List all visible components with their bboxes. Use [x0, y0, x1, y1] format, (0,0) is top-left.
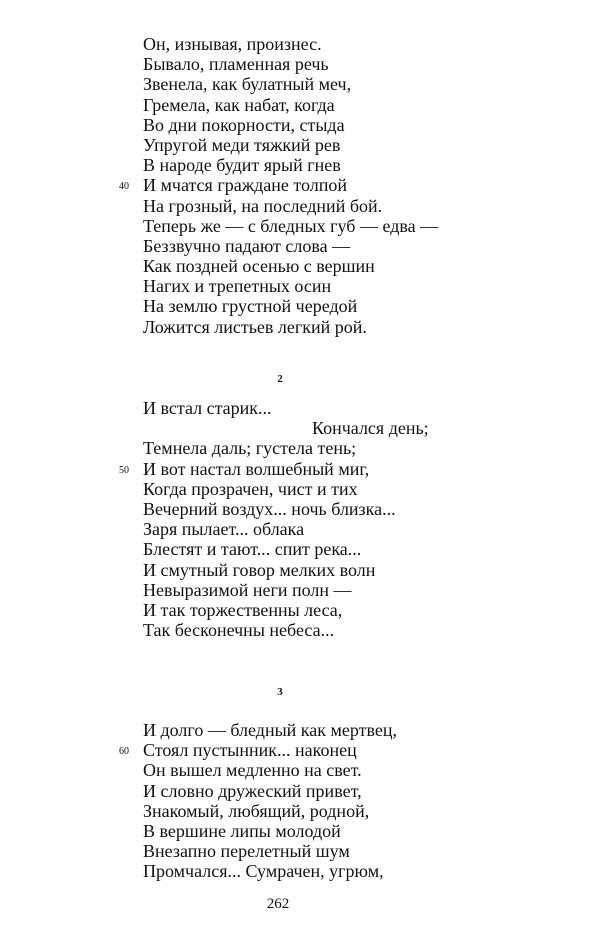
poem-line — [0, 861, 600, 881]
poem-line-text: Когда прозрачен, чист и тих — [143, 478, 358, 499]
poem-line-text: Внезапно перелетный шум — [143, 841, 350, 862]
poem-line — [0, 398, 600, 418]
poem-line-text: Так бесконечны небеса... — [143, 620, 335, 641]
poem-line — [0, 499, 600, 519]
poem-line — [0, 216, 600, 236]
poem-line — [0, 580, 600, 600]
poem-line — [0, 54, 600, 74]
poem-line — [0, 801, 600, 821]
poem-line — [0, 781, 600, 801]
poem-line-text: Блестят и тают... спит река... — [143, 539, 362, 560]
poem-line — [0, 276, 600, 296]
poem-line-text: Вечерний воздух... ночь близка... — [143, 498, 396, 519]
poem-line-text: Он вышел медленно на свет. — [143, 760, 362, 781]
poem-line-text: И словно дружеский привет, — [143, 780, 362, 801]
poem-line — [0, 34, 600, 54]
poem-line — [0, 135, 600, 155]
poem-line-text: Невыразимой неги полн — — [143, 579, 352, 600]
poem-line — [0, 841, 600, 861]
section-number-2: 2 — [277, 373, 283, 385]
poem-line — [0, 539, 600, 559]
poem-line-text: И так торжественны леса, — [143, 599, 343, 620]
poem-line — [0, 74, 600, 94]
poem-line — [0, 519, 600, 539]
poem-line — [0, 296, 600, 316]
poem-line-text: На грозный, на последний бой. — [143, 195, 383, 216]
line-number: 60 — [119, 746, 129, 758]
poem-line-text: Он, изнывая, произнес. — [143, 34, 322, 54]
poem-line — [0, 760, 600, 780]
poem-line-text: Кончался день; — [312, 418, 429, 439]
poem-line-text: Ложится листьев легкий рой. — [143, 316, 367, 337]
poem-line-text: И долго — бледный как мертвец, — [143, 720, 398, 740]
poem-line-text: Беззвучно падают слова — — [143, 235, 351, 256]
stanza-1 — [0, 34, 600, 337]
poem-line — [0, 438, 600, 458]
poem-line-text: И встал старик... — [143, 398, 272, 418]
poem-line-text: Промчался... Сумрачен, угрюм, — [143, 861, 384, 882]
poem-line-text: На землю грустной чередой — [143, 296, 358, 317]
poem-line-text: И вот настал волшебный миг, — [143, 458, 370, 479]
poem-line-text: Знакомый, любящий, родной, — [143, 800, 370, 821]
poem-line-text: В вершине липы молодой — [143, 820, 341, 841]
poem-line — [0, 175, 600, 195]
poem-line — [0, 236, 600, 256]
poem-line-text: Звенела, как булатный меч, — [143, 74, 352, 95]
poem-line — [0, 459, 600, 479]
poem-line — [0, 620, 600, 640]
stanza-2 — [0, 398, 600, 640]
poem-line-text: И смутный говор мелких волн — [143, 559, 376, 580]
poem-line-text: Упругой меди тяжкий рев — [143, 134, 341, 155]
poem-line — [0, 821, 600, 841]
section-number-3: 3 — [277, 686, 283, 698]
page-number: 262 — [266, 896, 290, 912]
poem-line-text: Как поздней осенью с вершин — [143, 256, 375, 277]
line-number: 40 — [119, 181, 129, 193]
poem-line-text: Бывало, пламенная речь — [143, 54, 329, 75]
poem-line — [0, 740, 600, 760]
poem-line — [0, 720, 600, 740]
poem-line — [0, 479, 600, 499]
poem-line — [0, 600, 600, 620]
poem-line — [0, 115, 600, 135]
poem-line-text: Нагих и трепетных осин — [143, 276, 332, 297]
poem-line — [0, 317, 600, 337]
poem-line — [0, 196, 600, 216]
poem-line-text: Темнела даль; густела тень; — [143, 438, 357, 459]
poem-line-text: Во дни покорности, стыда — [143, 114, 345, 135]
poem-line — [0, 95, 600, 115]
poem-line-text: Стоял пустынник... наконец — [143, 740, 357, 761]
poem-line-text: Гремела, как набат, когда — [143, 94, 335, 115]
poem-line — [0, 155, 600, 175]
line-number: 50 — [119, 464, 129, 476]
stanza-3 — [0, 720, 600, 882]
poem-line-text: Теперь же — с бледных губ — едва — — [143, 215, 439, 236]
poem-line-text: В народе будит ярый гнев — [143, 155, 341, 176]
poem-line — [0, 560, 600, 580]
poem-line-text: И мчатся граждане толпой — [143, 175, 348, 196]
poem-line — [0, 256, 600, 276]
poem-line — [0, 418, 600, 438]
poem-line-text: Заря пылает... облака — [143, 519, 305, 540]
